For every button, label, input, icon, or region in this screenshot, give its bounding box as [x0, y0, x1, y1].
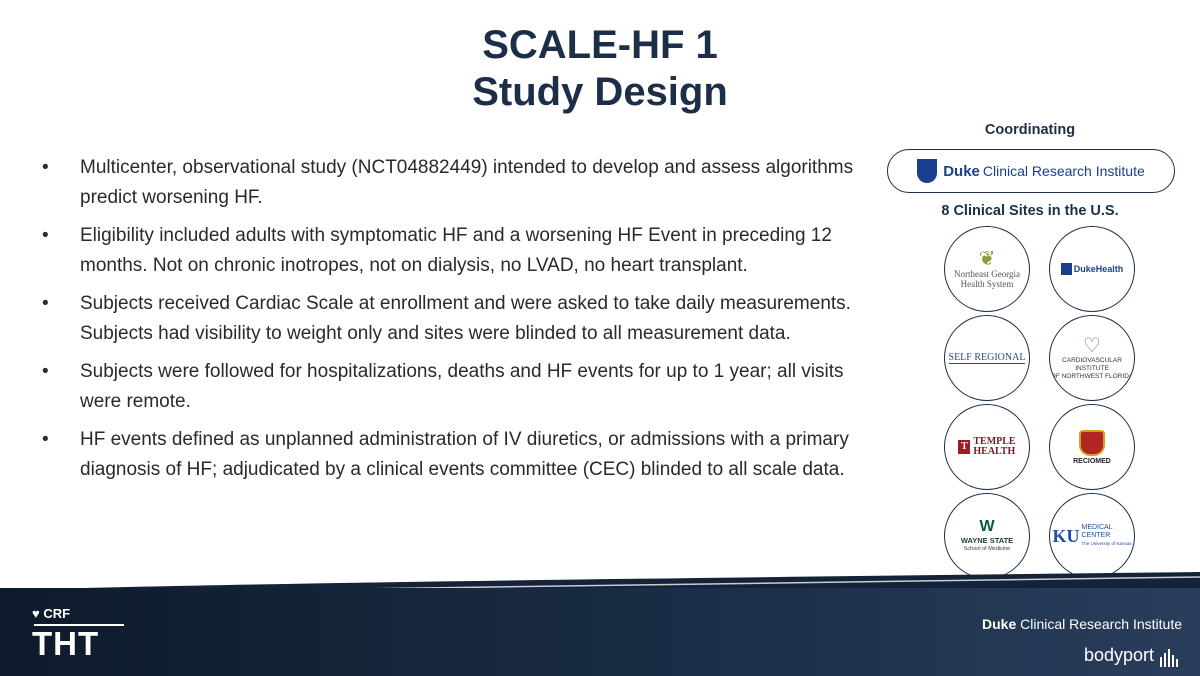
site-northeast-georgia: ❦ Northeast Georgia Health System — [944, 226, 1030, 312]
site-ku-medical-center: KU MEDICAL CENTER The University of Kansas — [1049, 493, 1135, 579]
bodyport-logo: bodyport — [1083, 645, 1154, 665]
duke-health-icon — [1061, 263, 1072, 275]
heart-icon: ♡ — [1083, 335, 1101, 357]
site-reciomed: RECIOMED — [1049, 404, 1135, 490]
footer-dcri-logo: Duke Clinical Research Institute — [982, 616, 1182, 632]
tht-logo: THT — [32, 625, 100, 662]
site-cardiovascular-institute: ♡ CARDIOVASCULAR INSTITUTE OF NORTHWEST FLORIDA — [1049, 315, 1135, 401]
bullet-marker: • — [42, 157, 49, 178]
coordinating-label: Coordinating — [984, 122, 1076, 138]
bullet-item: • Subjects received Cardiac Scale at enrollment and were asked to take daily measurements. Subjects had visibility to weight only and sites were blinded to all measurement data. — [42, 289, 862, 348]
title-line-1: SCALE-HF 1 — [482, 23, 718, 67]
footer-bar — [0, 588, 1200, 676]
leaf-icon: ❦ — [978, 248, 996, 270]
bullet-item: • HF events defined as unplanned administration of IV diuretics, or admissions with a primary diagnosis of HF; adjudicated by a clinical events committee (CEC) blinded to all scale data. — [42, 425, 862, 484]
bullet-marker: • — [42, 293, 49, 314]
sites-label: 8 Clinical Sites in the U.S. — [941, 203, 1119, 219]
temple-t-icon: T — [958, 440, 970, 454]
title-line-2: Study Design — [472, 70, 728, 114]
bullet-list — [42, 153, 862, 493]
site-self-regional: SELF REGIONAL — [944, 315, 1030, 401]
crest-icon — [1079, 430, 1105, 456]
dcri-bold: Duke — [943, 162, 980, 180]
site-wayne-state: W WAYNE STATE School of Medicine — [944, 493, 1030, 579]
bullet-marker: • — [42, 429, 49, 450]
wayne-state-w-icon: W — [979, 518, 995, 535]
bodyport-bars-icon — [1160, 649, 1180, 667]
bullet-item: • Subjects were followed for hospitalizations, deaths and HF events for up to 1 year; all visits were remote. — [42, 357, 862, 416]
bullet-item: • Multicenter, observational study (NCT04882449) intended to develop and assess algorithms predict worsening HF. — [42, 153, 862, 212]
bullet-marker: • — [42, 225, 49, 246]
bullet-item: • Eligibility included adults with symptomatic HF and a worsening HF Event in preceding 12 months. Not on chronic inotropes, not on dialysis, no LVAD, no heart transplant. — [42, 221, 862, 280]
crf-logo: ♥ CRF — [32, 606, 71, 621]
dcri-logo-badge — [887, 149, 1175, 193]
slide-title — [0, 22, 1200, 116]
bullet-marker: • — [42, 361, 49, 382]
crf-heart-icon: ♥ — [32, 606, 40, 621]
site-temple-health: T TEMPLE HEALTH — [944, 404, 1030, 490]
site-duke-health: DukeHealth — [1049, 226, 1135, 312]
dcri-rest: Clinical Research Institute — [982, 163, 1145, 179]
duke-shield-icon — [917, 159, 937, 183]
